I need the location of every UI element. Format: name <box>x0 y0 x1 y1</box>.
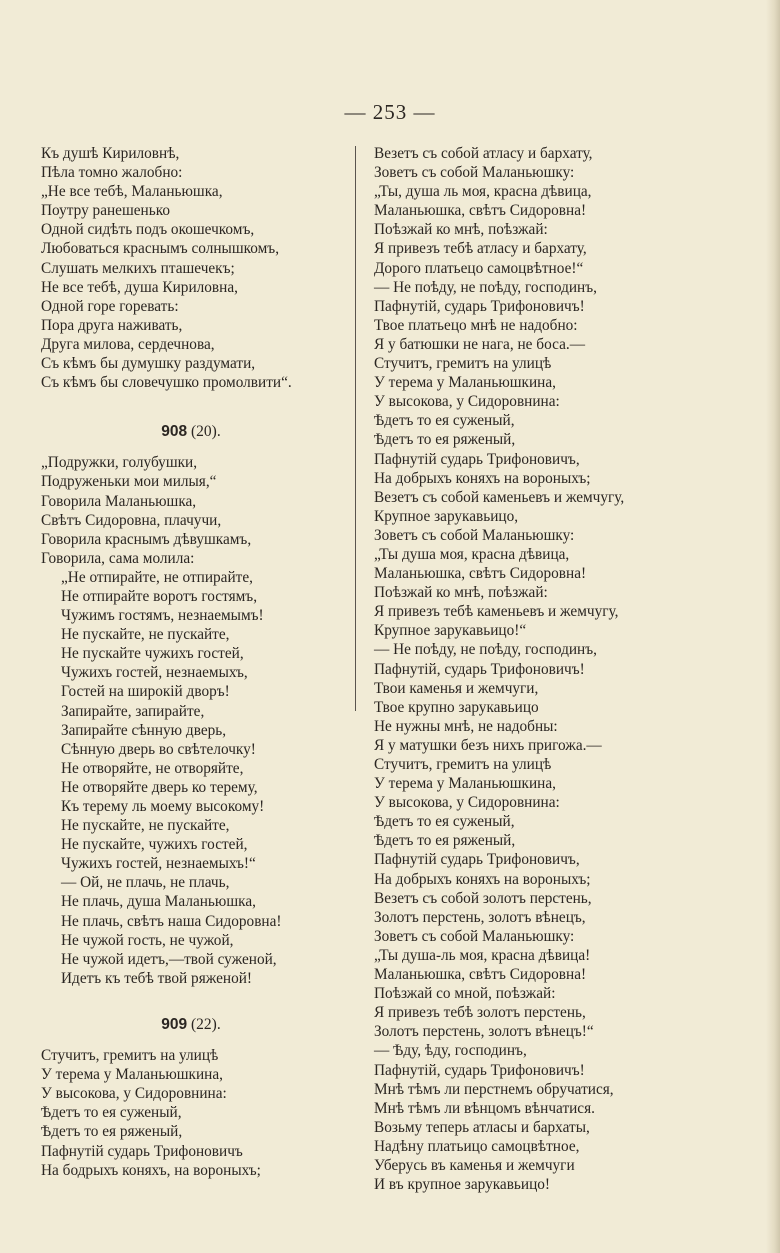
verse-line: „Не отпирайте, не отпирайте, <box>61 568 253 586</box>
song-number-909: 909 <box>161 1015 188 1033</box>
verse-line: — Не поѣду, не поѣду, господинъ, <box>374 278 597 296</box>
verse-line: — Ѣду, ѣду, господинъ, <box>374 1042 527 1060</box>
verse-line: Съ кѣмъ бы думушку раздумати, <box>41 355 256 373</box>
verse-line: Не пускайте, не пускайте, <box>61 626 230 644</box>
page-number: — 253 — <box>344 100 436 124</box>
verse-line: Не отворяйте дверь ко терему, <box>61 778 258 796</box>
verse-line: Не пускайте чужихъ гостей, <box>61 645 244 663</box>
verse-line: У высокова, у Сидоровнина: <box>374 794 560 812</box>
verse-line: Везетъ съ собой атласу и бархату, <box>374 145 593 162</box>
verse-line: Сѣнную дверь во свѣтелочку! <box>61 740 256 758</box>
verse-line: Мнѣ тѣмъ ли вѣнцомъ вѣнчатися. <box>374 1099 595 1117</box>
song-subnumber-908: (20). <box>191 423 221 441</box>
verse-line: Стучитъ, гремитъ на улицѣ <box>374 355 552 373</box>
verse-line: Не пускайте, чужихъ гостей, <box>61 836 248 854</box>
verse-line: У высокова, у Сидоровнина: <box>41 1085 227 1103</box>
song-number-908: 908 <box>161 423 188 441</box>
verse-line: Крупное зарукавьицо, <box>374 507 519 525</box>
verse-line: — Не поѣду, не поѣду, господинъ, <box>374 641 597 659</box>
verse-line: Пафнутій, сударь Трифоновичъ! <box>374 660 585 678</box>
verse-line: Съ кѣмъ бы словечушко промолвити“. <box>41 374 292 392</box>
verse-line: Зоветъ съ собой Маланьюшку: <box>374 164 575 182</box>
verse-line: На бодрыхъ коняхъ, на вороныхъ; <box>41 1161 261 1179</box>
verse-line: Не отпирайте воротъ гостямъ, <box>61 587 258 605</box>
verse-line: На добрыхъ коняхъ на вороныхъ; <box>374 870 591 888</box>
verse-line: Ѣдетъ то ея ряженый, <box>374 431 516 449</box>
verse-line: Зоветъ съ собой Маланьюшку: <box>374 927 575 945</box>
verse-line: Запирайте, запирайте, <box>61 702 205 720</box>
verse-line: Поѣзжай ко мнѣ, поѣзжай: <box>374 221 548 239</box>
verse-line: У высокова, у Сидоровнина: <box>374 393 560 411</box>
page-edge <box>766 0 780 1253</box>
verse-line: Говорила, сама молила: <box>41 549 195 567</box>
verse-line: Чужихъ гостей, незнаемыхъ, <box>61 664 248 682</box>
verse-line: Поѣзжай ко мнѣ, поѣзжай: <box>374 584 548 602</box>
verse-line: Чужихъ гостей, незнаемыхъ!“ <box>61 855 256 873</box>
verse-line: Пафнутій сударь Трифоновичъ <box>41 1142 243 1160</box>
verse-line: Я у матушки безъ нихъ пригожа.— <box>374 736 602 754</box>
verse-line: Золотъ перстень, золотъ вѣнецъ!“ <box>374 1023 594 1041</box>
verse-line: Я у батюшки не нага, не боса.— <box>374 335 585 353</box>
verse-line: Ѣдетъ то ея ряженый, <box>41 1123 183 1141</box>
verse-line: Пора друга наживать, <box>41 316 183 334</box>
verse-line: Не нужны мнѣ, не надобны: <box>374 717 558 735</box>
verse-line: — Ой, не плачь, не плачь, <box>61 874 230 892</box>
verse-line: Не чужой гость, не чужой, <box>61 931 234 949</box>
verse-line: Къ душѣ Кириловнѣ, <box>41 145 180 162</box>
verse-line: Говорила краснымъ дѣвушкамъ, <box>41 530 252 548</box>
verse-line: И въ крупное зарукавьицо! <box>374 1176 551 1194</box>
verse-line: Ѣдетъ то ея суженый, <box>41 1104 182 1122</box>
verse-line: Пафнутій, сударь Трифоновичъ! <box>374 1061 585 1079</box>
verse-line: Слушать мелкихъ пташечекъ; <box>41 259 235 277</box>
verse-line: Твое крупно зарукавьицо <box>374 698 539 716</box>
verse-line: Маланьюшка, свѣтъ Сидоровна! <box>374 565 587 583</box>
verse-line: Идетъ къ тебѣ твой ряженой! <box>61 969 253 987</box>
verse-line: Не чужой идетъ,—твой суженой, <box>61 950 277 968</box>
poem-907-ending <box>41 144 341 392</box>
verse-line: У терема у Маланьюшкина, <box>374 374 556 392</box>
verse-line: Поутру ранешенько <box>41 202 170 220</box>
verse-line: Не отворяйте, не отворяйте, <box>61 759 244 777</box>
verse-line: Подруженьки мои милыя,“ <box>41 473 217 491</box>
verse-line: „Ты душа-ль моя, красна дѣвица! <box>374 946 591 964</box>
verse-line: Поѣзжай со мной, поѣзжай: <box>374 985 556 1003</box>
verse-line: Твое платьецо мнѣ не надобно: <box>374 316 578 334</box>
verse-line: Стучитъ, гремитъ на улицѣ <box>41 1047 219 1065</box>
verse-line: Къ терему ль моему высокому! <box>61 798 265 815</box>
verse-line: Чужимъ гостямъ, незнаемымъ! <box>61 607 264 625</box>
verse-line: Пафнутій сударь Трифоновичъ, <box>374 450 580 468</box>
verse-line: Одной сидѣть подъ окошечкомъ, <box>41 221 255 239</box>
verse-line: На добрыхъ коняхъ на вороныхъ; <box>374 469 591 487</box>
verse-line: Ѣдетъ то ея суженый, <box>374 813 515 831</box>
column-divider <box>355 146 356 711</box>
verse-line: Твои каменья и жемчуги, <box>374 679 539 697</box>
verse-line: Я привезъ тебѣ каменьевъ и жемчугу, <box>374 603 619 621</box>
verse-line: Гостей на широкій дворъ! <box>61 683 230 701</box>
poem-908 <box>41 453 341 988</box>
verse-line: Друга милова, сердечнова, <box>41 335 215 353</box>
song-subnumber-909: (22). <box>191 1015 221 1033</box>
verse-line: Пафнутій сударь Трифоновичъ, <box>374 851 580 869</box>
right-column <box>374 144 674 1194</box>
verse-line: Крупное зарукавьицо!“ <box>374 622 527 640</box>
verse-line: Везетъ съ собой каменьевъ и жемчугу, <box>374 488 625 506</box>
verse-line: Ѣдетъ то ея суженый, <box>374 412 515 430</box>
verse-line: Дорого платьецо самоцвѣтное!“ <box>374 259 584 277</box>
verse-line: Пафнутій, сударь Трифоновичъ! <box>374 297 585 315</box>
verse-line: Ѣдетъ то ея ряженый, <box>374 832 516 850</box>
verse-line: Маланьюшка, свѣтъ Сидоровна! <box>374 202 587 220</box>
left-column <box>41 144 341 1180</box>
verse-line: „Ты душа моя, красна дѣвица, <box>374 545 570 563</box>
poem-909-beginning <box>41 1046 341 1180</box>
verse-line: Мнѣ тѣмъ ли перстнемъ обручатися, <box>374 1080 614 1098</box>
verse-line: Не плачь, свѣтъ наша Сидоровна! <box>61 912 282 930</box>
verse-line: Маланьюшка, свѣтъ Сидоровна! <box>374 966 587 984</box>
verse-line: У терема у Маланьюшкина, <box>374 775 556 793</box>
verse-line: Запирайте сѣнную дверь, <box>61 721 227 739</box>
poem-909-continuation <box>374 144 674 1194</box>
verse-line: „Подружки, голубушки, <box>41 454 198 472</box>
song-heading-908 <box>41 422 341 441</box>
verse-line: „Не все тебѣ, Маланьюшка, <box>41 183 223 201</box>
verse-line: Везетъ съ собой золотъ перстень, <box>374 889 592 907</box>
verse-line: Зоветъ съ собой Маланьюшку: <box>374 526 575 544</box>
verse-line: Надѣну платьицо самоцвѣтное, <box>374 1137 580 1155</box>
verse-line: Не все тебѣ, душа Кириловна, <box>41 278 238 296</box>
verse-line: Возьму теперь атласы и бархаты, <box>374 1118 590 1136</box>
verse-line: Не плачь, душа Маланьюшка, <box>61 893 256 911</box>
verse-line: Я привезъ тебѣ атласу и бархату, <box>374 240 587 258</box>
verse-line: Не пускайте, не пускайте, <box>61 817 230 835</box>
verse-line: Свѣтъ Сидоровна, плачучи, <box>41 511 222 529</box>
verse-line: Говорила Маланьюшка, <box>41 492 197 510</box>
verse-line: Я привезъ тебѣ золотъ перстень, <box>374 1004 586 1022</box>
verse-line: Одной горе горевать: <box>41 297 179 315</box>
verse-line: Стучитъ, гремитъ на улицѣ <box>374 756 552 773</box>
verse-line: Любоваться краснымъ солнышкомъ, <box>41 240 280 258</box>
verse-line: Уберусь въ каменья и жемчуги <box>374 1156 575 1174</box>
verse-line: Пѣла томно жалобно: <box>41 164 183 182</box>
song-heading-909 <box>41 1015 341 1034</box>
verse-line: Золотъ перстень, золотъ вѣнецъ, <box>374 908 586 926</box>
verse-line: „Ты, душа ль моя, красна дѣвица, <box>374 183 592 201</box>
verse-line: У терема у Маланьюшкина, <box>41 1066 223 1084</box>
